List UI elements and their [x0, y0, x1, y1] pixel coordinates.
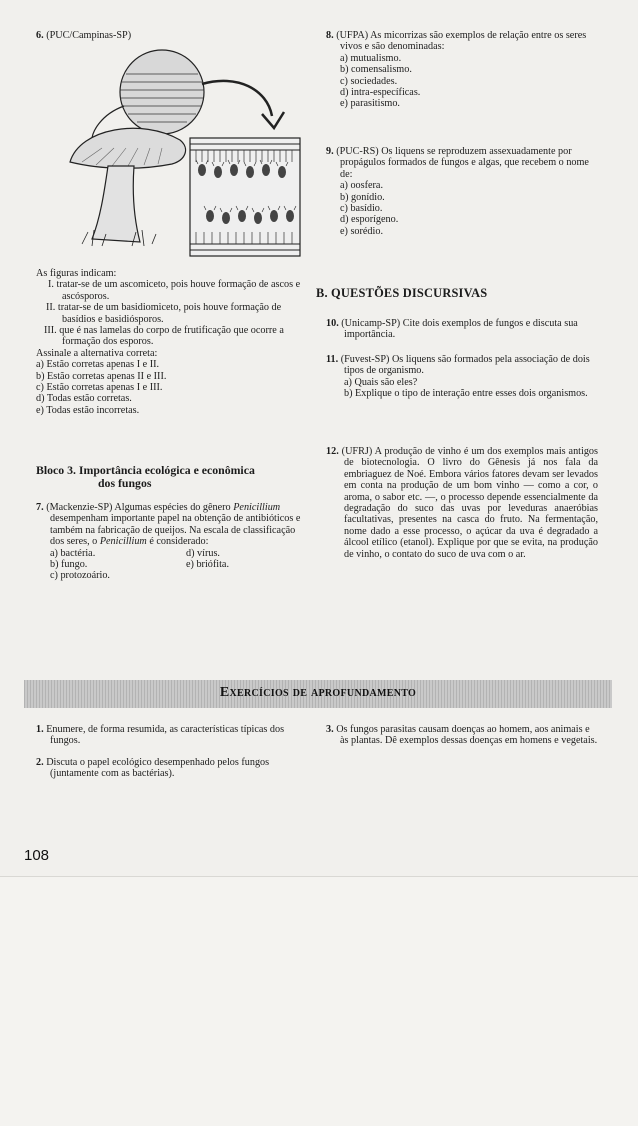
statement-i: I. tratar-se de um ascomiceto, pois houve formação de ascos e ascósporos. [48, 279, 301, 302]
deep-question-3-text: 3. Os fungos parasitas causam doenças ao homem, aos animais e às plantas. Dê exemplos dessas doenças em homens e vegetais. [326, 724, 598, 747]
deep-question-2-text: 2. Discuta o papel ecológico desempenhado pelos fungos (juntamente com as bactérias). [36, 757, 270, 780]
q6-options [36, 359, 308, 416]
q7-option-e: e) briófita. [186, 558, 229, 570]
bloco-3-title: Bloco 3. Importância ecológica e econômica dos fungos [36, 463, 255, 490]
q9-option-d: d) esporígeno. [340, 214, 399, 226]
question-12-text: 12. (UFRJ) A produção de vinho é um dos exemplos mais antigos de biotecnologia. O livro do Gênesis já nos fala da embriaguez de Noé. Embora vários fatores devam ser levados em conta na produção de um bom vinho — como a cor, o aroma, o sabor etc. —, o processo depende essencialmente da degradação do suco das uvas por leveduras anaeróbias facultativas, presentes na casca do fruto. Na fermentação, nome dado a esse processo, o açúcar da uva é degradado a álcool etílico (etanol). Explique por que se evita, na produção de vinho, o contato do suco de uva com o ar. [326, 446, 598, 560]
q7-option-a: a) bactéria. [50, 547, 96, 559]
q8-option-a: a) mutualismo. [340, 52, 402, 64]
banner-title: Exercícios de aprofundamento [219, 685, 417, 700]
q11-item-a: a) Quais são eles? [344, 376, 418, 388]
question-9 [326, 146, 598, 237]
deep-question-2 [36, 757, 308, 780]
deep-question-1-text: 1. Enumere, de forma resumida, as características típicas dos fungos. [36, 724, 285, 747]
q6-option-e: e) Todas estão incorretas. [36, 404, 140, 416]
q6-option-a: a) Estão corretas apenas I e II. [36, 359, 160, 371]
question-11 [326, 354, 598, 400]
question-9-text: 9. (PUC-RS) Os liquens se reproduzem assexuadamente por propágulos formados de fungos e algas, que recebem o nome de: [326, 146, 589, 180]
q8-option-c: c) sociedades. [340, 75, 398, 87]
q8-options [326, 53, 598, 110]
q9-options [326, 180, 598, 237]
basidia-detail-box [190, 138, 300, 256]
q9-option-a: a) oosfera. [340, 180, 383, 192]
q7-option-d: d) vírus. [186, 547, 220, 559]
q9-option-e: e) sorédio. [340, 225, 383, 237]
mushroom-cap [70, 128, 186, 168]
question-7 [36, 502, 308, 582]
q8-option-d: d) intra-específicas. [340, 87, 421, 99]
question-8 [326, 30, 598, 110]
question-10-text: 10. (Unicamp-SP) Cite dois exemplos de fungos e discuta sua importância. [326, 318, 578, 341]
deep-question-3 [326, 724, 598, 747]
mushroom-stem [92, 166, 140, 242]
mushroom-figure [62, 44, 307, 264]
q6-option-c: c) Estão corretas apenas I e III. [36, 382, 163, 394]
q11-item-b: b) Explique o tipo de interação entre esses dois organismos. [344, 388, 588, 400]
question-10 [326, 318, 598, 341]
question-12 [326, 446, 598, 560]
q7-option-b: b) fungo. [50, 558, 88, 570]
question-11-text: 11. (Fuvest-SP) Os liquens são formados pela associação de dois tipos de organismo. [326, 354, 590, 377]
page-number: 108 [24, 847, 50, 864]
lamella-circle [120, 50, 204, 134]
q6-option-b: b) Estão corretas apenas II e III. [36, 370, 167, 382]
q8-option-b: b) comensalismo. [340, 64, 412, 76]
statement-ii: II. tratar-se de um basidiomiceto, pois houve formação de basídios e basidiósporos. [46, 302, 282, 325]
q6-option-d: d) Todas estão corretas. [36, 393, 132, 405]
question-6-header: 6. (PUC/Campinas-SP) [36, 30, 132, 41]
statement-iii: III. que é nas lamelas do corpo de frutificação que ocorre a formação dos esporos. [44, 325, 284, 348]
lower-page-edge [0, 876, 638, 1126]
q7-options [50, 548, 308, 582]
question-7-text: 7. (Mackenzie-SP) Algumas espécies do gênero Penicillium desempenham importante papel na obtenção de antibióticos e também na fabricação de queijos. Na escala de classificação dos seres, o Penicillium é considerado: [36, 502, 301, 548]
exercicios-aprofundamento-banner [24, 680, 612, 708]
q9-option-b: b) gonídio. [340, 191, 385, 203]
q7-option-c: c) protozoário. [50, 569, 110, 581]
q9-option-c: c) basídio. [340, 203, 383, 215]
question-8-text: 8. (UFPA) As micorrizas são exemplos de relação entre os seres vivos e são denominadas: [326, 30, 587, 53]
q8-option-e: e) parasitismo. [340, 98, 400, 110]
section-b-title: B. QUESTÕES DISCURSIVAS [316, 286, 488, 300]
q11-items [326, 377, 598, 400]
deep-question-1 [36, 724, 308, 747]
question-6-body: As figuras indicam: I. tratar-se de um ascomiceto, pois houve formação de ascos e ascósporos. II. tratar-se de um basidiomiceto, pois houve formação de basídios e basidiósporos. III. que é nas lamelas do corpo de frutificação que ocorre a formação dos esporos. Assinale a alternativa correta: a) Estão corretas apenas I e II. b) Estão corretas apenas II e III. c) Estão corretas apenas I e III. d) Todas estão corretas. e) Todas estão incorretas. [36, 268, 308, 416]
